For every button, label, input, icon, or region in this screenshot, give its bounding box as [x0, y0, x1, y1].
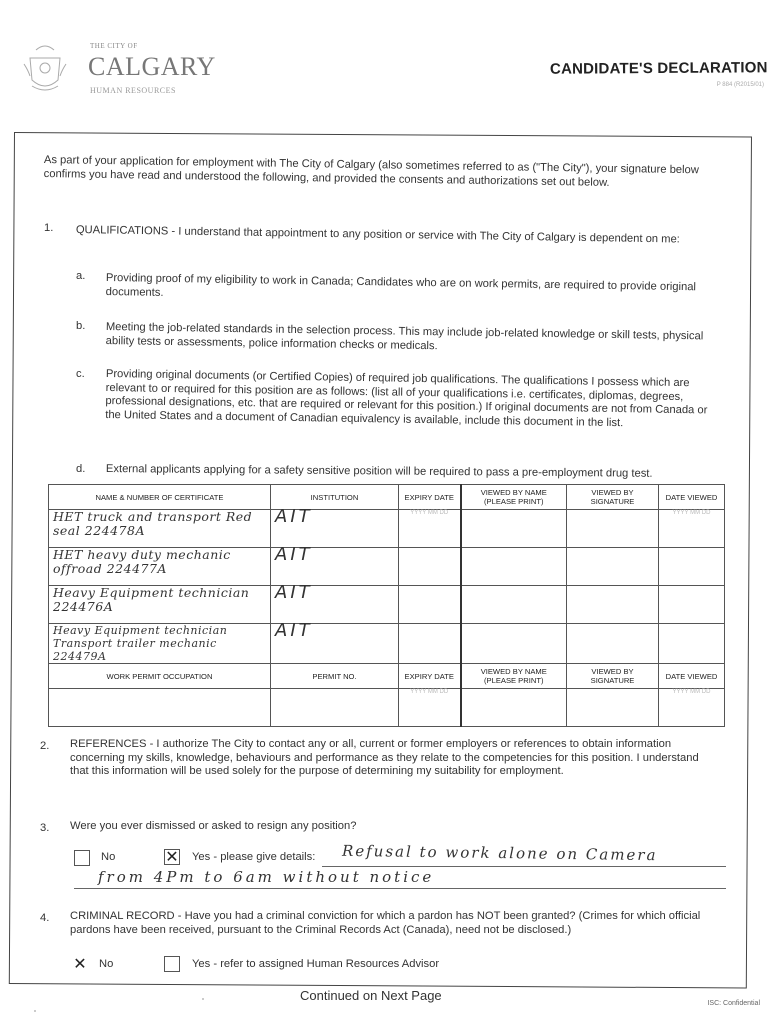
dismissed-details-line-1[interactable]: Refusal to work alone on Camera	[341, 841, 658, 865]
section-2-number: 2.	[40, 740, 50, 752]
section-3-number: 3.	[40, 822, 50, 834]
dismissed-yes-label: Yes - please give details:	[192, 851, 316, 863]
permit-number-cell[interactable]	[271, 689, 399, 727]
cert-name-cell[interactable]: Heavy Equipment technician 224476A	[49, 586, 271, 624]
cert-expiry-cell[interactable]	[399, 548, 461, 586]
col-header-institution: INSTITUTION	[271, 485, 399, 510]
date-viewed-cell[interactable]	[659, 548, 725, 586]
permit-header-row	[49, 664, 725, 689]
viewed-name-cell[interactable]	[461, 510, 567, 548]
date-viewed-cell[interactable]	[659, 624, 725, 664]
logo-prefix: THE CITY OF	[90, 42, 138, 50]
criminal-record-paragraph: CRIMINAL RECORD - Have you had a criminal conviction for which a pardon has NOT been granted? (Crimes for which official pardons have been received, pursuant to the Criminal Records Act (Canada), need not be disclosed.)	[70, 910, 701, 936]
section-4-number: 4.	[40, 912, 50, 924]
cert-institution-cell[interactable]: AIT	[271, 548, 399, 586]
cert-name-cell[interactable]: HET truck and transport Red seal 224478A	[49, 510, 271, 548]
criminal-no-checkbox[interactable]: ✕	[73, 954, 87, 973]
item-a-letter: a.	[76, 270, 86, 282]
viewed-name-cell[interactable]	[461, 548, 567, 586]
col-header-permit-number: PERMIT NO.	[271, 664, 399, 689]
item-d-letter: d.	[76, 463, 86, 475]
cert-expiry-cell[interactable]	[399, 624, 461, 664]
item-b-letter: b.	[76, 320, 86, 332]
dismissed-no-label: No	[101, 851, 116, 863]
criminal-yes-label: Yes - refer to assigned Human Resources Advisor	[192, 958, 440, 970]
date-viewed-cell[interactable]	[659, 586, 725, 624]
viewed-signature-cell[interactable]	[567, 624, 659, 664]
table-row[interactable]	[49, 510, 725, 548]
form-title: CANDIDATE'S DECLARATION	[550, 59, 768, 78]
cert-expiry-cell[interactable]	[399, 586, 461, 624]
scan-speck	[34, 1010, 36, 1012]
item-a-text: Providing proof of my eligibility to work in Canada; Candidates who are on work permits, are required to provide original documents.	[105, 272, 697, 299]
item-c-text: Providing original documents (or Certified Copies) of required job qualifications. The qualifications I possess which are relevant to or required for this position are as follows: (list all of your qualifications i.e. certificates, diplomas, degrees, professional designations, etc. that are required or relevant for this position.) If original documents are not from Canada or the United States and a document of Canadian equivalency is available, include this document in the list.	[105, 368, 708, 429]
criminal-no-label: No	[99, 958, 114, 970]
references-paragraph: REFERENCES - I authorize The City to contact any or all, current or former employers or references to obtain information concerning my skills, knowledge, behaviours and performance as they relate to the competencies for this position. I understand that this information will be used solely for the purpose of determining my suitability for employment.	[70, 738, 699, 778]
cert-institution-cell[interactable]: AIT	[271, 624, 399, 664]
form-code: P 884 (R2015/01)	[716, 82, 764, 88]
permit-viewed-signature-cell[interactable]	[567, 689, 659, 727]
permit-date-viewed-cell[interactable]: YYYY MM DD	[659, 689, 725, 727]
qualifications-table	[48, 484, 725, 727]
col-header-permit-viewed-signature: VIEWED BY SIGNATURE	[567, 664, 659, 689]
viewed-signature-cell[interactable]	[567, 510, 659, 548]
permit-expiry-cell[interactable]: YYYY MM DD	[399, 689, 461, 727]
dismissed-question: Were you ever dismissed or asked to resign any position?	[70, 820, 357, 832]
logo-name: CALGARY	[88, 52, 216, 81]
item-d-text: External applicants applying for a safety sensitive position will be required to pass a pre-employment drug test.	[105, 463, 653, 480]
city-crest-icon	[22, 40, 68, 96]
dismissed-details-line-2[interactable]: from 4Pm to 6am without notice	[98, 868, 435, 886]
permit-viewed-name-cell[interactable]	[461, 689, 567, 727]
cert-expiry-cell[interactable]: YYYY MM DD	[399, 510, 461, 548]
col-header-permit-date-viewed: DATE VIEWED	[659, 664, 725, 689]
date-viewed-cell[interactable]: YYYY MM DD	[659, 510, 725, 548]
section-1-number: 1.	[44, 222, 54, 234]
table-row[interactable]	[49, 548, 725, 586]
col-header-viewed-name: VIEWED BY NAME (PLEASE PRINT)	[461, 485, 567, 510]
cert-name-cell[interactable]: Heavy Equipment technician Transport trailer mechanic 224479A	[49, 624, 271, 664]
criminal-yes-checkbox[interactable]	[164, 956, 180, 972]
cert-institution-cell[interactable]: AIT	[271, 586, 399, 624]
qualifications-heading: QUALIFICATIONS - I understand that appointment to any position or service with The City of Calgary is dependent on me:	[75, 224, 680, 246]
col-header-permit-expiry: EXPIRY DATE	[399, 664, 461, 689]
cert-header-row	[49, 485, 725, 510]
viewed-name-cell[interactable]	[461, 624, 567, 664]
permit-occupation-cell[interactable]	[49, 689, 271, 727]
cert-institution-cell[interactable]: AIT	[271, 510, 399, 548]
col-header-permit-viewed-name: VIEWED BY NAME (PLEASE PRINT)	[461, 664, 567, 689]
col-header-certificate: NAME & NUMBER OF CERTIFICATE	[49, 485, 271, 510]
viewed-name-cell[interactable]	[461, 586, 567, 624]
col-header-date-viewed: DATE VIEWED	[659, 485, 725, 510]
col-header-viewed-signature: VIEWED BY SIGNATURE	[567, 485, 659, 510]
item-b-text: Meeting the job-related standards in the selection process. This may include job-related knowledge or skill tests, physical ability tests or assessments, police information checks or medicals.	[105, 321, 704, 352]
details-underline-2	[74, 888, 726, 889]
viewed-signature-cell[interactable]	[567, 548, 659, 586]
table-row[interactable]	[49, 624, 725, 664]
item-c-letter: c.	[76, 368, 85, 380]
col-header-permit-occupation: WORK PERMIT OCCUPATION	[49, 664, 271, 689]
logo-department: HUMAN RESOURCES	[90, 86, 176, 95]
confidentiality-label: ISC: Confidential	[707, 1000, 760, 1007]
col-header-expiry: EXPIRY DATE	[399, 485, 461, 510]
continued-notice: Continued on Next Page	[300, 988, 442, 1003]
details-underline-1	[322, 866, 726, 867]
table-row[interactable]	[49, 586, 725, 624]
cert-name-cell[interactable]: HET heavy duty mechanic offroad 224477A	[49, 548, 271, 586]
city-logo	[20, 38, 216, 102]
dismissed-no-checkbox[interactable]	[74, 850, 90, 866]
table-row[interactable]	[49, 689, 725, 727]
dismissed-yes-checkbox[interactable]: ✕	[165, 847, 179, 866]
scan-speck	[202, 998, 204, 1000]
viewed-signature-cell[interactable]	[567, 586, 659, 624]
intro-paragraph: As part of your application for employment with The City of Calgary (also sometimes referred to as ("The City"), your signature below confirms you have read and understood the following, and provided the consents and authorizations set out below.	[43, 154, 699, 189]
